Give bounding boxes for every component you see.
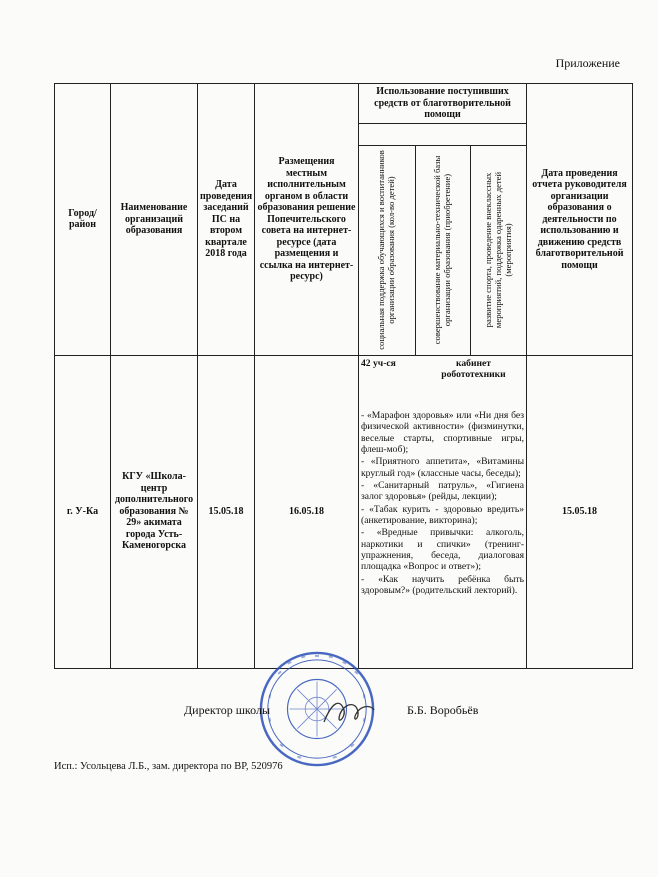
cell-city: г. У-Ка <box>55 355 111 668</box>
header-usage-blank <box>359 123 527 145</box>
header-usage-group: Использование поступивших средств от благотворительной помощи <box>359 84 527 124</box>
director-name: Б.Б. Воробьёв <box>407 703 479 717</box>
appendix-label: Приложение <box>555 56 620 70</box>
header-sub-material-text: совершенствование материально-технической базы организации образования (приобретение) <box>432 155 452 345</box>
cell-posting-date: 16.05.18 <box>255 355 359 668</box>
report-table <box>54 83 633 669</box>
header-sub-sport <box>471 145 527 355</box>
signature-icon <box>318 692 378 732</box>
measure-item: - «Вредные привычки: алкоголь, наркотики и спички» (тренинг-упражнения, беседа, диалоговая площадка «Вопрос и ответ»); <box>361 527 525 573</box>
header-sub-social-text: социальная поддержка обучающихся и воспитанников организации образования (кол-во детей) <box>376 150 396 350</box>
students-count: 42 уч-ся <box>361 357 396 369</box>
header-sub-social <box>359 145 416 355</box>
header-sub-sport-text: развитие спорта, проведение внеклассных мероприятий, поддержка одаренных детей (мероприятия) <box>482 171 513 329</box>
header-report-date: Дата проведения отчета руководителя организации образования о деятельности по использованию и движению средств благотворительной помощи <box>527 84 633 356</box>
equipment: кабинет робототехники <box>441 357 506 380</box>
measure-item: - «Санитарный патруль», «Гигиена залог здоровья» (рейды, лекции); <box>361 480 525 503</box>
measure-item: - «Приятного аппетита», «Витамины круглый год» (классные часы, беседы); <box>361 456 525 479</box>
measure-item: - «Марафон здоровья» или «Ни дня без физической активности» (физминутки, веселые старты, спортивные игры, флеш-моб); <box>361 410 525 456</box>
header-posting: Размещения местным исполнительным органом в области образования решение Попечительского совета на интернет-ресурсе (дата размещения и ссылка на интернет-ресурс) <box>255 84 359 356</box>
cell-usage <box>359 355 527 668</box>
executor-note: Исп.: Усольцева Л.Б., зам. директора по ВР, 520976 <box>54 761 283 772</box>
measure-item: - «Как научить ребёнка быть здоровым?» (родительский лекторий). <box>361 573 525 596</box>
header-sub-material <box>416 145 471 355</box>
cell-org: КГУ «Школа-центр дополнительного образования № 29» акимата города Усть-Каменогорска <box>111 355 198 668</box>
header-org: Наименование организаций образования <box>111 84 198 356</box>
header-meeting-date: Дата проведения заседаний ПС на втором квартале 2018 года <box>198 84 255 356</box>
measure-item: - «Табак курить - здоровью вредить» (анкетирование, викторина); <box>361 503 525 526</box>
cell-report-date: 15.05.18 <box>527 355 633 668</box>
cell-meeting-date: 15.05.18 <box>198 355 255 668</box>
director-title: Директор школы <box>184 703 271 717</box>
header-city: Город/район <box>55 84 111 356</box>
